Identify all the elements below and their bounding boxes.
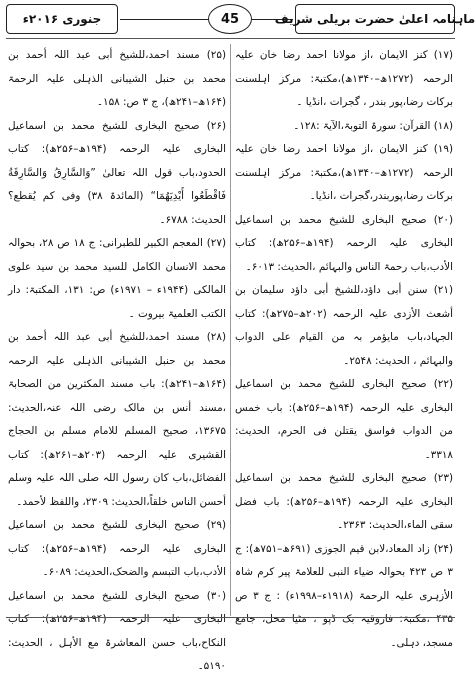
footnote: (۲۳) صحیح البخاری للشیخ محمد بن اسماعیل البخاری علیہ الرحمہ (۱۹۴ھ–۲۵۶ھ): باب فضل سقی الماء،الحدیث: ۲۳۶۳۔: [235, 472, 453, 531]
page-header: [0, 0, 475, 42]
footnote: (۲۲) صحیح البخاری للشیخ محمد بن اسماعیل البخاری علیہ الرحمہ (۱۹۴ھ–۲۵۶ھ): باب خمس من الدواب فواسق یقتلن فی الحرم، الحدیث: ۳۳۱۸۔: [235, 378, 454, 461]
footnote: (۲۴) زاد المعاد،لابن قیم الجوزی (۶۹۱ھ–۷۵۱ھ): ج ۳ ص ۴۲۳ بحوالہ ضیاء النبی للعلامۃ پیر کرم شاہ الأزہری علیہ الرحمۃ (۱۹۱۸ء–۱۹۹۸ء) : ج ۳ ص ۴۳۵ ،مکتبۃ: فاروقیہ بک ڈپو ، مٹیا محل، جامع مسجد، دہلی۔: [235, 542, 454, 649]
footnote: (۳۰) صحیح البخاری للشیخ محمد بن اسماعیل البخاری علیہ الرحمہ (۱۹۴ھ–۲۵۶ھ): کتاب النکاح،باب حسن المعاشرۃ مع الأہل ، الحدیث: ۵۱۹۰۔: [8, 589, 226, 672]
footnote: (۲۰) صحیح البخاری للشیخ محمد بن اسماعیل البخاری علیہ الرحمہ (۱۹۴ھ–۲۵۶ھ): کتاب الأدب،باب رحمۃ الناس والبہائم ،الحدیث: ۶۰۱۳۔: [235, 213, 453, 273]
footnote: (۱۸) القرآن: سورۃ التوبۃ،الآیۃ :۱۲۸۔: [293, 119, 453, 132]
header-rule: [6, 38, 455, 39]
issue-date: جنوری ۲۰۱۶ء: [6, 4, 118, 34]
footnote: (۲۹) صحیح البخاری للشیخ محمد بن اسماعیل البخاری علیہ الرحمہ (۱۹۴ھ–۲۵۶ھ): کتاب الأدب،باب التبسم والضحک،الحدیث: ۶۰۸۹۔: [8, 519, 226, 578]
footnote: (۲۱) سنن أبی داؤد،للشیخ أبی داؤد سلیمان بن أشعث الأزدی علیہ الرحمہ (۲۰۲ھ–۲۷۵ھ): کتاب الجہاد،باب مایؤمر بہ من القیام علی الدواب والبہائم ، الحدیث: ۲۵۴۸۔: [235, 284, 453, 367]
footer-rule: [6, 617, 455, 618]
header-connector-line: [120, 19, 293, 20]
footnote: (۲۸) مسند احمد،للشیخ أبی عبد اللہ أحمد بن محمد بن حنبل الشیبانی الذہلی علیہ الرحمہ (۱۶۴ھ–۲۴۱ھ): باب مسند المکثرین من الصحابۃ ،مسند أنس بن مالک رضی اللہ عنہ،الحدیث: ۱۳۶۷۵، صحیح المسلم للامام مسلم بن الحجاج القشیری علیہ الرحمہ (۲۰۳ھ–۲۶۱ھ): کتاب الفضائل،باب کان رسول اللہ صلی اللہ علیہ وسلم أحسن الناس خلقاً،الحدیث: ۲۳۰۹، واللفظ لأحمد۔: [8, 331, 226, 508]
footnote: (۲۵) مسند احمد،للشیخ أبی عبد اللہ أحمد بن محمد بن حنبل الشیبانی الذہلی علیہ الرحمۃ (۱۶۴ھ–۲۴۱ھ)، ج ۳ ص: ۱۵۸۔: [8, 49, 226, 108]
column-divider: [230, 44, 231, 616]
footnote: (۲۷) المعجم الکبیر للطبرانی: ج ۱۸ ص ۲۸، بحوالہ محمد الانسان الکامل للسید محمد بن سید علوی المالکی (۱۹۴۴ء – ۱۹۷۱ء) ص: ۱۳۱، المکتبۃ: دار الکتب العلمیۃ بیروت ۔: [8, 237, 227, 320]
footnotes-left-column: [8, 44, 226, 679]
footnote: (۱۷) کنز الایمان ،از مولانا احمد رضا خان علیہ الرحمہ (۱۲۷۲ھ–۱۳۴۰ھ)،مکتبۃ: مرکز اہلسنت برکات رضا،پور بندر ، گجرات ،انڈیا ۔: [235, 49, 453, 108]
magazine-title: ماہنامہ اعلیٰ حضرت بریلی شریف: [295, 4, 455, 34]
page-number: 45: [208, 4, 252, 34]
footnotes-right-column: [235, 44, 453, 655]
footnote: (۲۶) صحیح البخاری للشیخ محمد بن اسماعیل البخاری علیہ الرحمہ (۱۹۴ھ–۲۵۶ھ): کتاب الحدود،باب قول اللہ تعالیٰ ”وَالسَّارِقُ وَالسَّارِقَةُ فَاقْطَعُوا أَيْدِيَهُمَا“ (المائدۃ ۳۸) وفی کم یُقطع؟ الحدیث: ۶۷۸۸۔: [8, 119, 226, 226]
footnote: (۱۹) کنز الایمان ،از مولانا احمد رضا خان علیہ الرحمہ (۱۲۷۲ھ–۱۳۴۰ھ)،مکتبۃ: مرکز اہلسنت برکات رضا،پوربندر،گجرات ،انڈیا۔: [235, 143, 453, 202]
